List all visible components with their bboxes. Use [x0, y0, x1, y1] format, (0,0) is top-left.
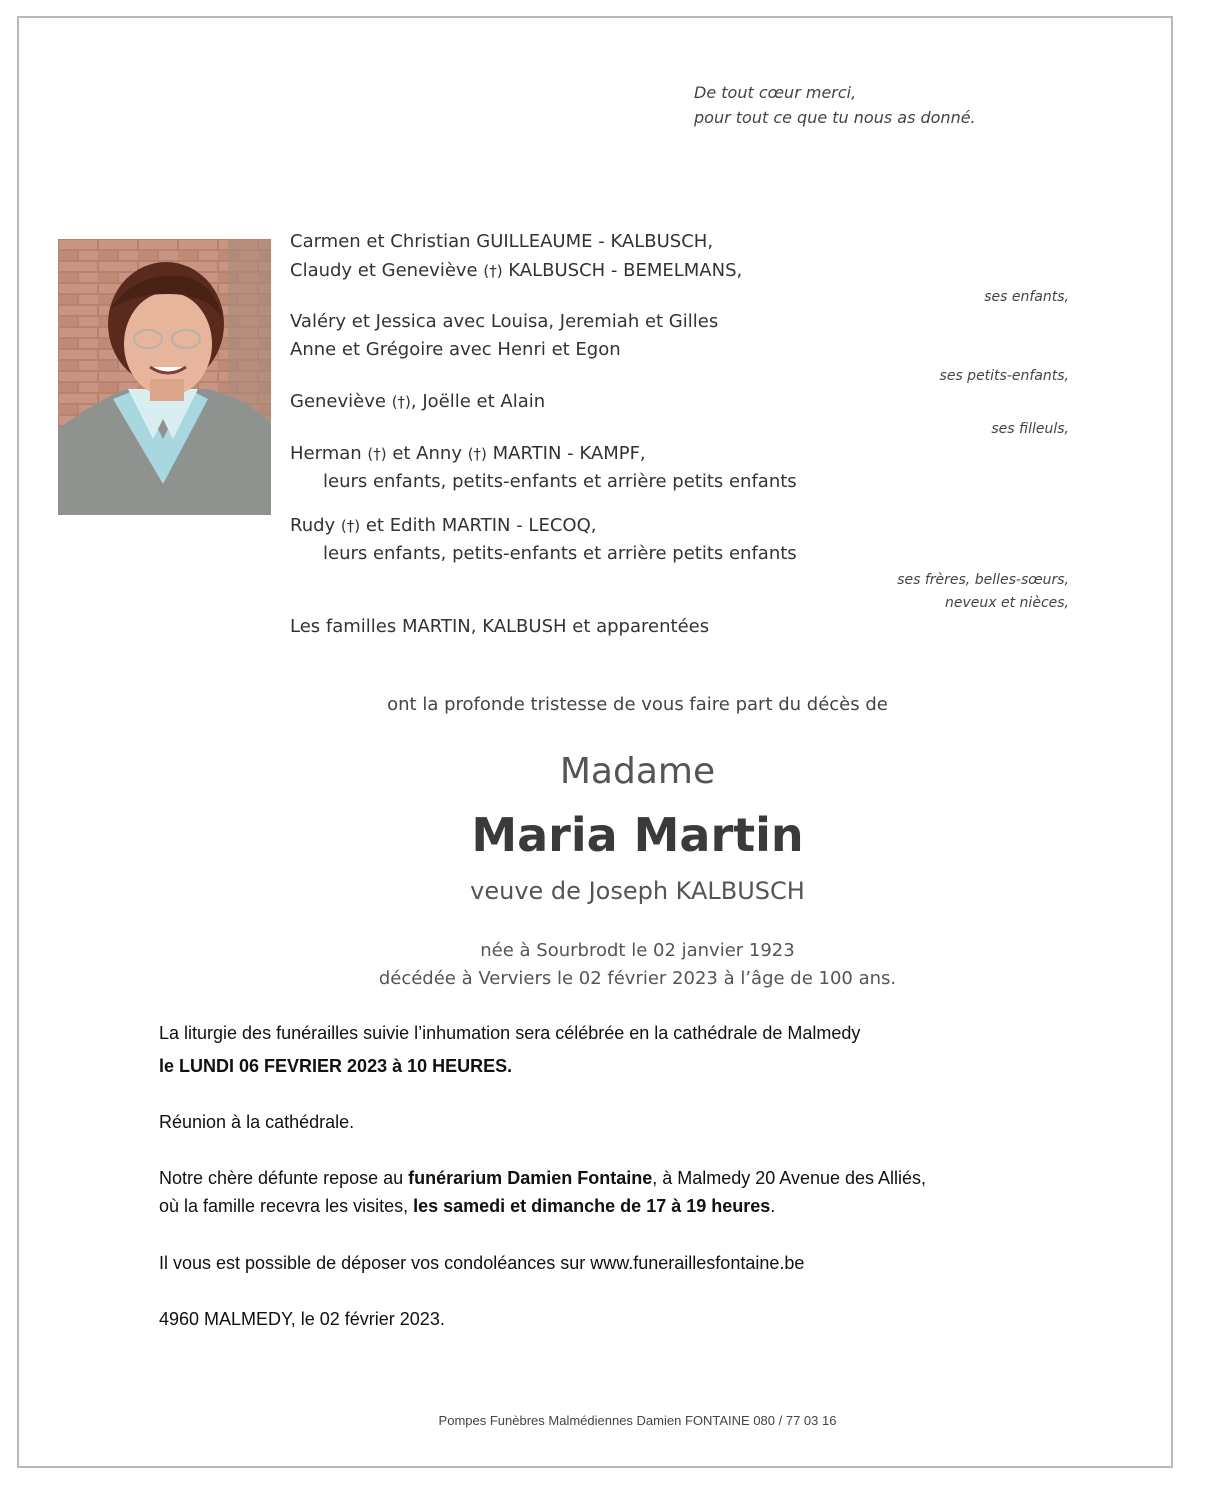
grandchildren-label: ses petits-enfants,	[939, 368, 1069, 384]
children-name-2-pre: Claudy et Geneviève	[290, 260, 484, 281]
resting-place-a: Notre chère défunte repose au	[159, 1168, 409, 1188]
deceased-cross: (†)	[483, 262, 503, 280]
sibling-2-line	[290, 515, 596, 536]
children-label: ses enfants,	[984, 289, 1069, 305]
godchildren-pre: Geneviève	[290, 391, 392, 412]
resting-place-c: , à Malmedy 20 Avenue des Alliés,	[652, 1168, 927, 1188]
birth-date: née à Sourbrodt le 02 janvier 1923	[480, 940, 795, 961]
deceased-cross: (†)	[391, 393, 411, 411]
visiting-hours	[159, 1196, 775, 1217]
sibling-1-descendants: leurs enfants, petits-enfants et arrière petits enfants	[323, 471, 797, 492]
funeral-home-footer: Pompes Funèbres Malmédiennes Damien FONTAINE 080 / 77 03 16	[438, 1413, 837, 1428]
visiting-times: les samedi et dimanche de 17 à 19 heures	[413, 1196, 771, 1216]
announcement-intro: ont la profonde tristesse de vous faire part du décès de	[387, 694, 888, 715]
deceased-name: Maria Martin	[471, 808, 804, 862]
sibling-1-line	[290, 443, 646, 464]
death-date: décédée à Verviers le 02 février 2023 à l’âge de 100 ans.	[378, 968, 897, 989]
deceased-cross: (†)	[367, 445, 387, 463]
grandchildren-line-2: Anne et Grégoire avec Henri et Egon	[290, 339, 621, 360]
liturgy-text: La liturgie des funérailles suivie l’inhumation sera célébrée en la cathédrale de Malmedy	[159, 1023, 861, 1043]
widow-of: veuve de Joseph KALBUSCH	[470, 877, 805, 905]
godchildren-line	[290, 391, 545, 412]
deceased-title: Madame	[559, 751, 716, 792]
visiting-c: .	[770, 1196, 776, 1216]
quote-line-2: pour tout ce que tu nous as donné.	[694, 108, 976, 127]
portrait-photo	[58, 239, 271, 515]
resting-place	[159, 1168, 926, 1189]
deceased-cross: (†)	[467, 445, 487, 463]
children-name-1: Carmen et Christian GUILLEAUME - KALBUSCH,	[290, 231, 714, 252]
grandchildren-line-1: Valéry et Jessica avec Louisa, Jeremiah et Gilles	[290, 311, 719, 332]
children-line-2	[290, 260, 742, 281]
sibling-1-a: Herman	[290, 443, 368, 464]
sibling-2-a: Rudy	[290, 515, 341, 536]
children-name-2-post: KALBUSCH - BEMELMANS,	[502, 260, 743, 281]
visiting-a: où la famille recevra les visites,	[159, 1196, 414, 1216]
sibling-2-descendants: leurs enfants, petits-enfants et arrière petits enfants	[323, 543, 797, 564]
birth-death-dates	[0, 937, 1215, 993]
place-and-date: 4960 MALMEDY, le 02 février 2023.	[159, 1309, 445, 1329]
godchildren-post: , Joëlle et Alain	[410, 391, 546, 412]
funerarium-name: funérarium Damien Fontaine	[408, 1168, 653, 1188]
extended-families: Les familles MARTIN, KALBUSH et apparentées	[290, 616, 710, 637]
children-line-1	[290, 231, 713, 252]
sibling-1-c: MARTIN - KAMPF,	[486, 443, 646, 464]
sibling-1-b: et Anny	[386, 443, 468, 464]
siblings-label-1: ses frères, belles-sœurs,	[897, 572, 1069, 588]
meeting-place: Réunion à la cathédrale.	[159, 1112, 355, 1132]
siblings-label-2: neveux et nièces,	[945, 595, 1069, 611]
godchildren-label: ses filleuls,	[991, 421, 1069, 437]
dedication-quote	[694, 80, 976, 130]
sibling-2-b: et Edith MARTIN - LECOQ,	[360, 515, 597, 536]
deceased-cross: (†)	[340, 517, 361, 535]
condolences-text: Il vous est possible de déposer vos condoléances sur www.funeraillesfontaine.be	[159, 1253, 805, 1273]
quote-line-1: De tout cœur merci,	[694, 83, 857, 102]
ceremony-date-time: le LUNDI 06 FEVRIER 2023 à 10 HEURES.	[159, 1056, 513, 1076]
